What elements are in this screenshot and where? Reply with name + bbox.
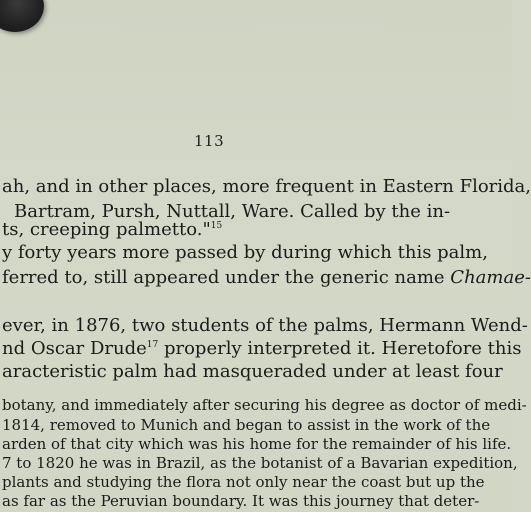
footnote-line: plants and studying the flora not only near the coast but up the <box>2 473 485 491</box>
footnote-line: 7 to 1820 he was in Brazil, as the botanist of a Bavarian expedition, <box>2 454 518 472</box>
body-text-line: nd Oscar Drude$^{17}$ properly interpreted it. Heretofore this <box>2 338 522 359</box>
footnote-line: botany, and immediately after securing his degree as doctor of medi- <box>2 396 527 414</box>
page-number: 113 <box>194 132 225 150</box>
footnote-line: 1814, removed to Munich and began to assist in the work of the <box>2 416 491 434</box>
footnote-ref: 17 <box>146 340 159 350</box>
body-text-line: y forty years more passed by during which this palm, <box>2 242 488 263</box>
footnote-line: as far as the Peruvian boundary. It was this journey that deter- <box>2 492 480 510</box>
body-text-line: ah, and in other places, more frequent in Eastern Florida, <box>2 176 531 197</box>
thumbtack-pin <box>0 0 44 32</box>
footnote-line: arden of that city which was his home for the remainder of his life. <box>2 435 512 453</box>
body-text-line: ts, creeping palmetto."$^{15}$ <box>2 219 223 240</box>
body-text-line: ferred to, still appeared under the generic name Chamae- <box>2 267 531 288</box>
body-text-line: aracteristic palm had masqueraded under at least four <box>2 361 503 382</box>
body-text-line: ever, in 1876, two students of the palms, Hermann Wend- <box>2 315 528 336</box>
footnote-ref: 15 <box>210 221 223 231</box>
body-text-line: Bartram, Pursh, Nuttall, Ware. Called by the in- <box>14 201 451 222</box>
